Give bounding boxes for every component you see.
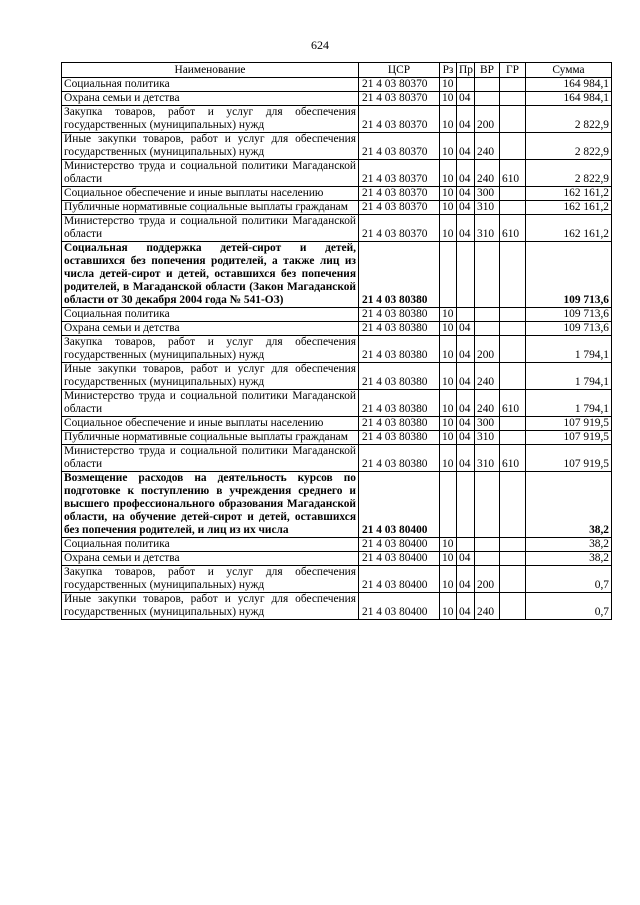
cell-csr: 21 4 03 80380 <box>359 445 440 472</box>
cell-csr: 21 4 03 80380 <box>359 363 440 390</box>
cell-pr: 04 <box>457 593 475 620</box>
cell-sum: 38,2 <box>526 472 612 538</box>
cell-rz: 10 <box>440 363 457 390</box>
cell-csr: 21 4 03 80370 <box>359 160 440 187</box>
cell-sum: 162 161,2 <box>526 215 612 242</box>
table-header-row <box>62 63 612 78</box>
cell-vr: 240 <box>475 133 500 160</box>
cell-pr: 04 <box>457 431 475 445</box>
header-pr: Пр <box>457 63 475 78</box>
cell-name: Закупка товаров, работ и услуг для обеспечения государственных (муниципальных) нужд <box>62 106 359 133</box>
cell-name: Социальная политика <box>62 78 359 92</box>
cell-sum: 38,2 <box>526 538 612 552</box>
cell-name: Возмещение расходов на деятельность курсов по подготовке к поступлению в учреждения среднего и высшего профессионального образования Магаданской области, на обучение детей-сирот и детей, оставшихся без попечения родителей, и лиц из их числа <box>62 472 359 538</box>
cell-pr: 04 <box>457 390 475 417</box>
cell-name: Министерство труда и социальной политики Магаданской области <box>62 215 359 242</box>
header-gr: ГР <box>500 63 526 78</box>
table-row <box>62 160 612 187</box>
cell-gr <box>500 363 526 390</box>
cell-sum: 38,2 <box>526 552 612 566</box>
table-row <box>62 322 612 336</box>
cell-rz: 10 <box>440 593 457 620</box>
cell-vr: 240 <box>475 390 500 417</box>
cell-name: Министерство труда и социальной политики Магаданской области <box>62 445 359 472</box>
cell-csr: 21 4 03 80370 <box>359 201 440 215</box>
cell-pr <box>457 242 475 308</box>
table-row <box>62 538 612 552</box>
table-row <box>62 417 612 431</box>
page-number: 624 <box>311 38 329 52</box>
cell-gr <box>500 593 526 620</box>
cell-rz <box>440 472 457 538</box>
cell-pr <box>457 78 475 92</box>
cell-gr <box>500 472 526 538</box>
cell-sum: 107 919,5 <box>526 445 612 472</box>
cell-vr: 240 <box>475 363 500 390</box>
cell-vr: 310 <box>475 201 500 215</box>
cell-csr: 21 4 03 80400 <box>359 552 440 566</box>
cell-rz: 10 <box>440 417 457 431</box>
cell-pr: 04 <box>457 363 475 390</box>
cell-rz: 10 <box>440 92 457 106</box>
cell-pr <box>457 308 475 322</box>
cell-rz: 10 <box>440 133 457 160</box>
cell-sum: 109 713,6 <box>526 242 612 308</box>
cell-vr: 200 <box>475 106 500 133</box>
cell-csr: 21 4 03 80380 <box>359 308 440 322</box>
cell-sum: 162 161,2 <box>526 187 612 201</box>
cell-pr: 04 <box>457 187 475 201</box>
cell-name: Министерство труда и социальной политики Магаданской области <box>62 160 359 187</box>
cell-pr: 04 <box>457 566 475 593</box>
cell-rz: 10 <box>440 336 457 363</box>
cell-rz: 10 <box>440 160 457 187</box>
cell-sum: 2 822,9 <box>526 106 612 133</box>
cell-gr <box>500 308 526 322</box>
cell-rz <box>440 242 457 308</box>
header-csr: ЦСР <box>359 63 440 78</box>
cell-sum: 0,7 <box>526 593 612 620</box>
cell-csr: 21 4 03 80370 <box>359 78 440 92</box>
cell-rz: 10 <box>440 552 457 566</box>
cell-name: Социальное обеспечение и иные выплаты населению <box>62 417 359 431</box>
cell-sum: 2 822,9 <box>526 160 612 187</box>
cell-rz: 10 <box>440 215 457 242</box>
cell-gr: 610 <box>500 215 526 242</box>
cell-pr: 04 <box>457 215 475 242</box>
cell-gr <box>500 566 526 593</box>
cell-pr: 04 <box>457 445 475 472</box>
cell-gr <box>500 106 526 133</box>
cell-vr: 310 <box>475 445 500 472</box>
cell-csr: 21 4 03 80380 <box>359 322 440 336</box>
table-row <box>62 552 612 566</box>
table-body <box>62 78 612 620</box>
cell-pr: 04 <box>457 552 475 566</box>
cell-pr: 04 <box>457 322 475 336</box>
cell-vr <box>475 242 500 308</box>
cell-sum: 1 794,1 <box>526 336 612 363</box>
cell-name: Иные закупки товаров, работ и услуг для обеспечения государственных (муниципальных) нужд <box>62 363 359 390</box>
cell-name: Министерство труда и социальной политики Магаданской области <box>62 390 359 417</box>
cell-csr: 21 4 03 80370 <box>359 215 440 242</box>
cell-pr: 04 <box>457 106 475 133</box>
cell-sum: 0,7 <box>526 566 612 593</box>
cell-rz: 10 <box>440 308 457 322</box>
cell-rz: 10 <box>440 390 457 417</box>
cell-gr: 610 <box>500 390 526 417</box>
cell-pr: 04 <box>457 336 475 363</box>
cell-sum: 164 984,1 <box>526 92 612 106</box>
cell-gr: 610 <box>500 160 526 187</box>
cell-sum: 162 161,2 <box>526 201 612 215</box>
cell-sum: 1 794,1 <box>526 390 612 417</box>
header-name: Наименование <box>62 63 359 78</box>
cell-name: Публичные нормативные социальные выплаты гражданам <box>62 431 359 445</box>
table-row <box>62 78 612 92</box>
table-row <box>62 215 612 242</box>
cell-vr: 240 <box>475 593 500 620</box>
cell-pr: 04 <box>457 133 475 160</box>
cell-rz: 10 <box>440 445 457 472</box>
cell-vr: 310 <box>475 431 500 445</box>
cell-sum: 2 822,9 <box>526 133 612 160</box>
cell-vr: 300 <box>475 187 500 201</box>
cell-vr <box>475 92 500 106</box>
cell-csr: 21 4 03 80380 <box>359 417 440 431</box>
header-rz: Рз <box>440 63 457 78</box>
cell-rz: 10 <box>440 538 457 552</box>
cell-vr <box>475 472 500 538</box>
cell-vr: 200 <box>475 336 500 363</box>
cell-csr: 21 4 03 80370 <box>359 187 440 201</box>
cell-csr: 21 4 03 80370 <box>359 106 440 133</box>
budget-table <box>61 62 612 620</box>
cell-name: Охрана семьи и детства <box>62 92 359 106</box>
cell-pr: 04 <box>457 160 475 187</box>
cell-sum: 107 919,5 <box>526 431 612 445</box>
cell-rz: 10 <box>440 106 457 133</box>
cell-pr: 04 <box>457 201 475 215</box>
cell-gr <box>500 92 526 106</box>
table-row <box>62 593 612 620</box>
cell-rz: 10 <box>440 201 457 215</box>
cell-vr <box>475 308 500 322</box>
cell-gr <box>500 431 526 445</box>
cell-csr: 21 4 03 80400 <box>359 472 440 538</box>
cell-gr <box>500 552 526 566</box>
cell-csr: 21 4 03 80380 <box>359 390 440 417</box>
cell-gr: 610 <box>500 445 526 472</box>
cell-sum: 109 713,6 <box>526 308 612 322</box>
cell-csr: 21 4 03 80380 <box>359 336 440 363</box>
cell-gr <box>500 187 526 201</box>
cell-vr <box>475 322 500 336</box>
cell-sum: 1 794,1 <box>526 363 612 390</box>
header-sum: Сумма <box>526 63 612 78</box>
cell-gr <box>500 78 526 92</box>
cell-csr: 21 4 03 80380 <box>359 242 440 308</box>
cell-csr: 21 4 03 80370 <box>359 92 440 106</box>
cell-csr: 21 4 03 80400 <box>359 593 440 620</box>
cell-pr <box>457 538 475 552</box>
table-row <box>62 133 612 160</box>
cell-name: Иные закупки товаров, работ и услуг для обеспечения государственных (муниципальных) нужд <box>62 133 359 160</box>
cell-name: Закупка товаров, работ и услуг для обеспечения государственных (муниципальных) нужд <box>62 566 359 593</box>
cell-gr <box>500 322 526 336</box>
cell-csr: 21 4 03 80370 <box>359 133 440 160</box>
cell-gr <box>500 336 526 363</box>
header-vr: ВР <box>475 63 500 78</box>
cell-gr <box>500 242 526 308</box>
cell-sum: 107 919,5 <box>526 417 612 431</box>
cell-name: Социальная поддержка детей-сирот и детей, оставшихся без попечения родителей, а также лиц из числа детей-сирот и детей, оставшихся без попечения родителей, в Магаданской области (Закон Магаданской области от 30 декабря 2004 года № 541-ОЗ) <box>62 242 359 308</box>
cell-rz: 10 <box>440 78 457 92</box>
cell-sum: 164 984,1 <box>526 78 612 92</box>
cell-vr: 310 <box>475 215 500 242</box>
cell-name: Охрана семьи и детства <box>62 322 359 336</box>
cell-rz: 10 <box>440 431 457 445</box>
cell-vr: 300 <box>475 417 500 431</box>
cell-name: Охрана семьи и детства <box>62 552 359 566</box>
cell-csr: 21 4 03 80380 <box>359 431 440 445</box>
cell-vr <box>475 552 500 566</box>
table-row <box>62 92 612 106</box>
cell-name: Социальная политика <box>62 538 359 552</box>
cell-pr: 04 <box>457 92 475 106</box>
cell-vr: 240 <box>475 160 500 187</box>
table-row <box>62 187 612 201</box>
cell-name: Закупка товаров, работ и услуг для обеспечения государственных (муниципальных) нужд <box>62 336 359 363</box>
cell-sum: 109 713,6 <box>526 322 612 336</box>
cell-name: Публичные нормативные социальные выплаты гражданам <box>62 201 359 215</box>
table-row <box>62 106 612 133</box>
cell-gr <box>500 538 526 552</box>
cell-gr <box>500 417 526 431</box>
cell-vr <box>475 538 500 552</box>
cell-rz: 10 <box>440 322 457 336</box>
cell-rz: 10 <box>440 566 457 593</box>
cell-pr: 04 <box>457 417 475 431</box>
cell-gr <box>500 133 526 160</box>
table-row <box>62 308 612 322</box>
cell-pr <box>457 472 475 538</box>
cell-rz: 10 <box>440 187 457 201</box>
table-row <box>62 390 612 417</box>
cell-vr: 200 <box>475 566 500 593</box>
cell-name: Социальное обеспечение и иные выплаты населению <box>62 187 359 201</box>
table-row <box>62 431 612 445</box>
cell-gr <box>500 201 526 215</box>
table-row <box>62 445 612 472</box>
cell-vr <box>475 78 500 92</box>
table-row <box>62 336 612 363</box>
table-row <box>62 201 612 215</box>
table-row <box>62 472 612 538</box>
cell-csr: 21 4 03 80400 <box>359 538 440 552</box>
cell-csr: 21 4 03 80400 <box>359 566 440 593</box>
table-row <box>62 566 612 593</box>
cell-name: Иные закупки товаров, работ и услуг для обеспечения государственных (муниципальных) нужд <box>62 593 359 620</box>
cell-name: Социальная политика <box>62 308 359 322</box>
table-row <box>62 363 612 390</box>
table-row <box>62 242 612 308</box>
